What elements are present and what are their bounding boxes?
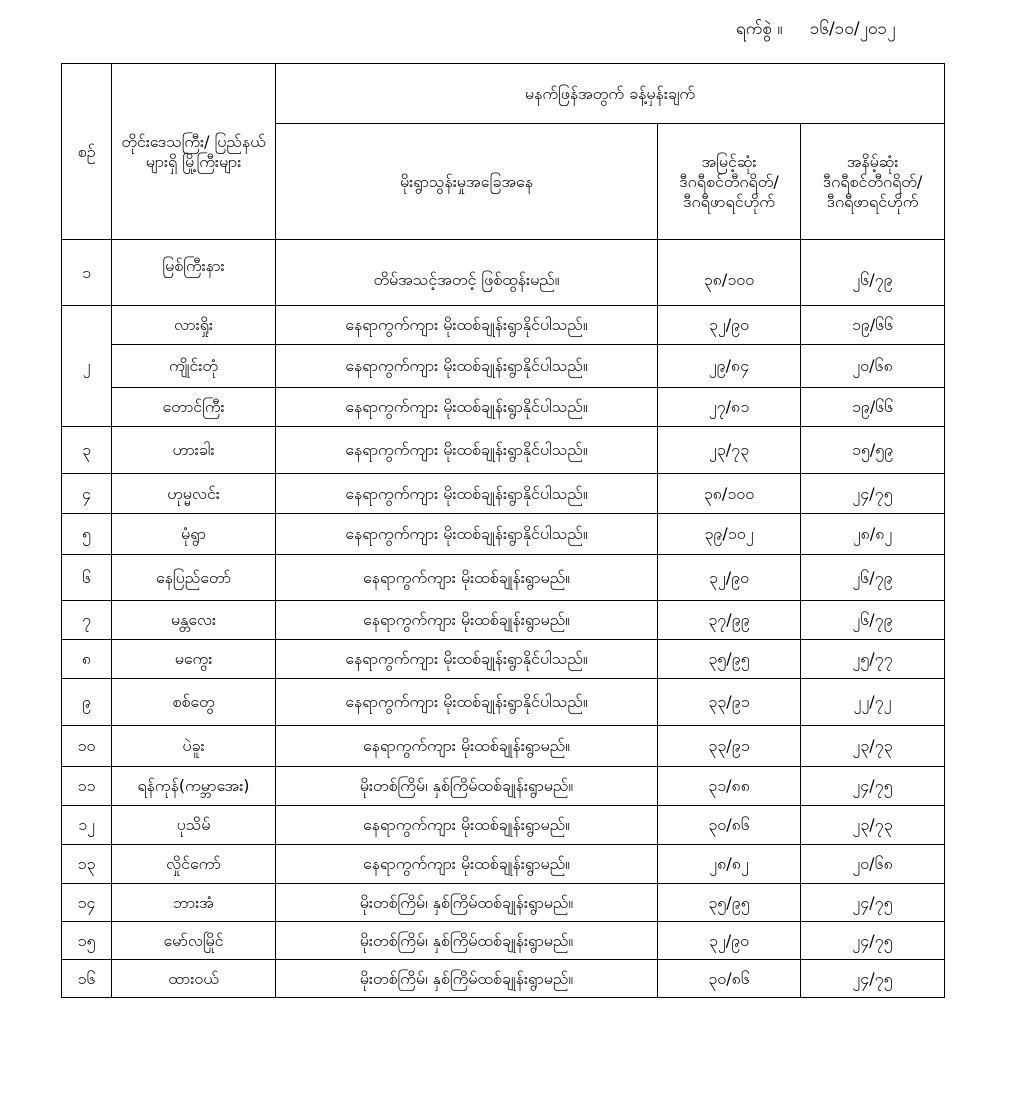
table-row (62, 884, 945, 922)
date-value: ၁၆/၁၀/၂၀၁၂ (809, 19, 896, 39)
row-min: ၁၉/၆၆ (801, 306, 945, 345)
row-min: ၂၄/၇၅ (801, 884, 945, 922)
row-city: တောင်ကြီး (112, 388, 276, 427)
table-row (62, 922, 945, 960)
table-row (62, 726, 945, 767)
header-region: တိုင်းဒေသကြီး/ ပြည်နယ်များရှိ မြို့ကြီးများ (112, 64, 276, 240)
row-condition: နေရာကွက်ကျား မိုးထစ်ချုန်းရွာမည်။ (276, 555, 658, 601)
row-city: ရန်ကုန်(ကမ္ဘာအေး) (112, 767, 276, 806)
row-city: စစ်တွေ (112, 679, 276, 726)
row-city: ဟုမ္မလင်း (112, 474, 276, 514)
row-min: ၂၄/၇၅ (801, 767, 945, 806)
row-min: ၂၀/၆၈ (801, 345, 945, 388)
forecast-table (61, 63, 945, 998)
row-condition: နေရာကွက်ကျား မိုးထစ်ချုန်းရွာမည်။ (276, 845, 658, 884)
row-condition: နေရာကွက်ကျား မိုးထစ်ချုန်းရွာနိုင်ပါသည်။ (276, 427, 658, 474)
row-no: ၁၀ (62, 726, 112, 767)
row-city: မုံရွာ (112, 514, 276, 555)
row-condition: နေရာကွက်ကျား မိုးထစ်ချုန်းရွာနိုင်ပါသည်။ (276, 474, 658, 514)
header-forecast-group: မနက်ဖြန်အတွက် ခန့်မှန်းချက် (276, 64, 945, 124)
row-city: ဘားအံ (112, 884, 276, 922)
row-city: ကျိုင်းတုံ (112, 345, 276, 388)
header-max-line3: ဒီဂရီဖာရင်ဟိုက် (683, 191, 775, 211)
row-condition: နေရာကွက်ကျား မိုးထစ်ချုန်းရွာနိုင်ပါသည်။ (276, 306, 658, 345)
row-no: ၇ (62, 601, 112, 640)
row-max: ၃၅/၉၅ (658, 640, 801, 679)
header-max-line1: အမြင့်ဆုံး (701, 151, 757, 171)
row-max: ၃၃/၉၁ (658, 679, 801, 726)
table-row (62, 806, 945, 845)
row-city: ဟားခါး (112, 427, 276, 474)
header-min-line1: အနိမ့်ဆုံး (846, 151, 899, 171)
row-condition: နေရာကွက်ကျား မိုးထစ်ချုန်းရွာနိုင်ပါသည်။ (276, 345, 658, 388)
table-row (62, 960, 945, 998)
header-max-temp (658, 124, 801, 240)
table-row (62, 240, 945, 306)
row-no: ၅ (62, 514, 112, 555)
table-row (62, 767, 945, 806)
header-min-temp (801, 124, 945, 240)
row-city: မန္တလေး (112, 601, 276, 640)
row-condition: နေရာကွက်ကျား မိုးထစ်ချုန်းရွာမည်။ (276, 601, 658, 640)
row-min: ၂၅/၇၇ (801, 640, 945, 679)
row-no: ၃ (62, 427, 112, 474)
row-city: ထားဝယ် (112, 960, 276, 998)
row-condition: မိုးတစ်ကြိမ်၊ နှစ်ကြိမ်ထစ်ချုန်းရွာမည်။ (276, 767, 658, 806)
row-max: ၃၀/၈၆ (658, 960, 801, 998)
row-no: ၂ (62, 306, 112, 427)
row-no: ၁၄ (62, 884, 112, 922)
row-min: ၂၂/၇၂ (801, 679, 945, 726)
row-max: ၃၉/၁၀၂ (658, 514, 801, 555)
row-max: ၃၀/၈၆ (658, 806, 801, 845)
row-city: မော်လမြိုင် (112, 922, 276, 960)
row-max: ၃၂/၉၀ (658, 922, 801, 960)
row-max: ၂၉/၈၄ (658, 345, 801, 388)
row-min: ၂၀/၆၈ (801, 845, 945, 884)
header-min-line2: ဒီဂရီစင်တီဂရိတ်/ (822, 171, 923, 191)
row-city: မကွေး (112, 640, 276, 679)
header-max-line2: ဒီဂရီစင်တီဂရိတ်/ (679, 171, 779, 191)
row-min: ၂၄/၇၅ (801, 922, 945, 960)
row-no: ၁၃ (62, 845, 112, 884)
row-no: ၁ (62, 240, 112, 306)
row-condition: နေရာကွက်ကျား မိုးထစ်ချုန်းရွာနိုင်ပါသည်။ (276, 514, 658, 555)
row-min: ၂၈/၈၂ (801, 514, 945, 555)
row-city: လှိုင်ကော် (112, 845, 276, 884)
table-row (62, 427, 945, 474)
table-row (62, 514, 945, 555)
date-label: ရက်စွဲ ။ (736, 19, 783, 39)
row-no: ၁၅ (62, 922, 112, 960)
row-min: ၁၅/၅၉ (801, 427, 945, 474)
row-max: ၃၈/၁၀၀ (658, 474, 801, 514)
row-min: ၂၆/၇၉ (801, 601, 945, 640)
row-min: ၁၉/၆၆ (801, 388, 945, 427)
row-condition: နေရာကွက်ကျား မိုးထစ်ချုန်းရွာမည်။ (276, 806, 658, 845)
row-max: ၃၃/၉၁ (658, 726, 801, 767)
row-city: နေပြည်တော် (112, 555, 276, 601)
row-min: ၂၆/၇၉ (801, 240, 945, 306)
row-condition: နေရာကွက်ကျား မိုးထစ်ချုန်းရွာနိုင်ပါသည်။ (276, 388, 658, 427)
row-condition: နေရာကွက်ကျား မိုးထစ်ချုန်းရွာနိုင်ပါသည်။ (276, 679, 658, 726)
row-max: ၃၇/၉၉ (658, 601, 801, 640)
row-max: ၃၅/၉၅ (658, 884, 801, 922)
table-row (62, 306, 945, 345)
row-max: ၃၂/၉၀ (658, 306, 801, 345)
row-condition: နေရာကွက်ကျား မိုးထစ်ချုန်းရွာနိုင်ပါသည်။ (276, 640, 658, 679)
row-max: ၃၁/၈၈ (658, 767, 801, 806)
row-condition: တိမ်အသင့်အတင့် ဖြစ်ထွန်းမည်။ (276, 240, 658, 306)
header-condition: မိုးရွာသွန်းမှုအခြေအနေ (276, 124, 658, 240)
row-no: ၁၂ (62, 806, 112, 845)
row-min: ၂၄/၇၅ (801, 474, 945, 514)
row-no: ၉ (62, 679, 112, 726)
table-row (62, 845, 945, 884)
table-row (62, 555, 945, 601)
row-no: ၆ (62, 555, 112, 601)
row-condition: မိုးတစ်ကြိမ်၊ နှစ်ကြိမ်ထစ်ချုန်းရွာမည်။ (276, 884, 658, 922)
date-line (736, 18, 895, 43)
row-max: ၃၂/၉၀ (658, 555, 801, 601)
table-row (62, 601, 945, 640)
row-no: ၄ (62, 474, 112, 514)
row-no: ၈ (62, 640, 112, 679)
row-city: လားရှိုး (112, 306, 276, 345)
table-row (62, 345, 945, 388)
header-min-line3: ဒီဂရီဖာရင်ဟိုက် (826, 191, 919, 211)
row-city: ပုသိမ် (112, 806, 276, 845)
row-max: ၂၇/၈၁ (658, 388, 801, 427)
row-min: ၂၃/၇၃ (801, 806, 945, 845)
row-max: ၂၈/၈၂ (658, 845, 801, 884)
row-city: ပဲခူး (112, 726, 276, 767)
row-no: ၁၆ (62, 960, 112, 998)
table-row (62, 474, 945, 514)
row-max: ၂၃/၇၃ (658, 427, 801, 474)
table-row (62, 388, 945, 427)
row-min: ၂၃/၇၃ (801, 726, 945, 767)
table-row (62, 679, 945, 726)
row-max: ၃၈/၁၀၀ (658, 240, 801, 306)
row-no: ၁၁ (62, 767, 112, 806)
row-min: ၂၆/၇၉ (801, 555, 945, 601)
header-no: စဉ် (62, 64, 112, 240)
row-condition: မိုးတစ်ကြိမ်၊ နှစ်ကြိမ်ထစ်ချုန်းရွာမည်။ (276, 960, 658, 998)
row-min: ၂၄/၇၅ (801, 960, 945, 998)
row-condition: မိုးတစ်ကြိမ်၊ နှစ်ကြိမ်ထစ်ချုန်းရွာမည်။ (276, 922, 658, 960)
table-row (62, 640, 945, 679)
row-condition: နေရာကွက်ကျား မိုးထစ်ချုန်းရွာမည်။ (276, 726, 658, 767)
row-city: မြစ်ကြီးနား (112, 240, 276, 306)
